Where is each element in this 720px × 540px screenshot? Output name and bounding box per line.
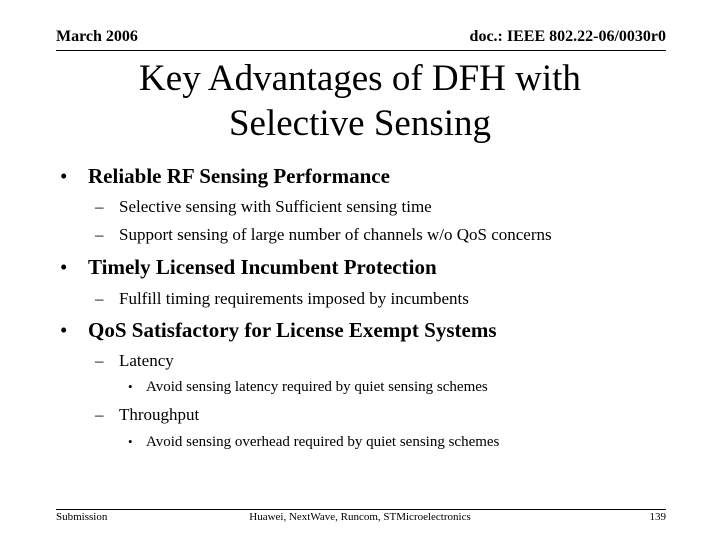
sub-sub-bullet-marker: •	[128, 379, 133, 394]
sub-bullet-item	[95, 289, 469, 309]
bullet-marker: •	[60, 255, 68, 279]
sub-bullet-text: Selective sensing with Sufficient sensing time	[119, 197, 432, 216]
slide-title-line-1: Key Advantages of DFH with	[139, 58, 581, 99]
header-doc-id: doc.: IEEE 802.22-06/0030r0	[469, 28, 666, 45]
bullet-text: QoS Satisfactory for License Exempt Systems	[88, 318, 497, 342]
sub-bullet-marker: –	[95, 225, 104, 244]
sub-sub-bullet-text: Avoid sensing latency required by quiet sensing schemes	[146, 379, 488, 395]
bullet-item	[60, 255, 437, 280]
sub-bullet-marker: –	[95, 351, 104, 370]
sub-bullet-text: Support sensing of large number of channels w/o QoS concerns	[119, 225, 552, 244]
sub-sub-bullet-marker: •	[128, 434, 133, 449]
sub-bullet-item	[95, 225, 552, 245]
bullet-item	[60, 318, 497, 343]
sub-bullet-marker: –	[95, 289, 104, 308]
sub-bullet-marker: –	[95, 405, 104, 424]
sub-sub-bullet-item	[128, 434, 499, 451]
sub-sub-bullet-item	[128, 379, 488, 396]
footer-divider	[56, 509, 666, 510]
sub-sub-bullet-text: Avoid sensing overhead required by quiet sensing schemes	[146, 434, 500, 450]
header-date: March 2006	[56, 28, 138, 45]
bullet-marker: •	[60, 318, 68, 342]
sub-bullet-item	[95, 405, 199, 425]
bullet-item	[60, 164, 390, 189]
sub-bullet-text: Fulfill timing requirements imposed by incumbents	[119, 289, 469, 308]
footer-authors: Huawei, NextWave, Runcom, STMicroelectronics	[249, 511, 471, 523]
sub-bullet-text: Throughput	[119, 405, 200, 424]
bullet-text: Reliable RF Sensing Performance	[88, 164, 390, 188]
footer-submission: Submission	[56, 511, 108, 523]
sub-bullet-text: Latency	[119, 351, 174, 370]
bullet-marker: •	[60, 164, 68, 188]
sub-bullet-item	[95, 351, 174, 371]
bullet-text: Timely Licensed Incumbent Protection	[88, 255, 437, 279]
sub-bullet-marker: –	[95, 197, 104, 216]
footer-page-number: 139	[649, 511, 666, 523]
slide-title-line-2: Selective Sensing	[228, 103, 492, 144]
sub-bullet-item	[95, 197, 432, 217]
